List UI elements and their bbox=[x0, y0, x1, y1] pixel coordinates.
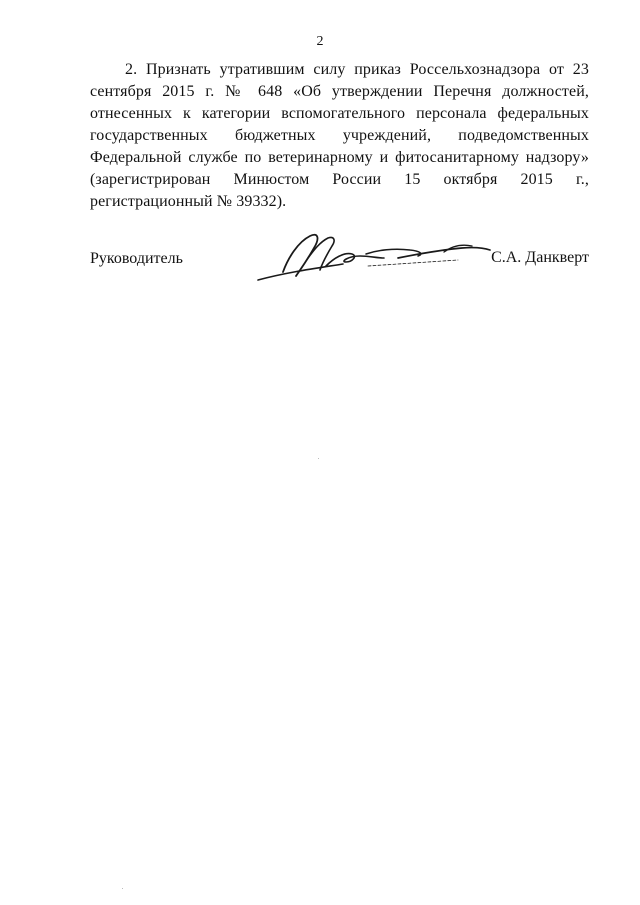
signature-block bbox=[90, 228, 589, 288]
page-number: 2 bbox=[316, 34, 324, 49]
scan-speck bbox=[318, 458, 319, 459]
body-paragraph: 2. Признать утратившим силу приказ Россельхознадзора от 23 сентября 2015 г. № 648 «Об утверждении Перечня должностей, отнесенных к категории вспомогательного персонала федеральных государственных бюджетных учреждений, подведомственных Федеральной службе по ветеринарному и фитосанитарному надзору» (зарегистрирован Минюстом России 15 октября 2015 г., регистрационный № 39332). bbox=[90, 61, 589, 210]
signer-name: С.А. Данкверт bbox=[491, 249, 589, 266]
handwritten-signature-image bbox=[248, 228, 498, 288]
scan-speck bbox=[122, 888, 123, 889]
signer-position-title: Руководитель bbox=[90, 250, 183, 267]
